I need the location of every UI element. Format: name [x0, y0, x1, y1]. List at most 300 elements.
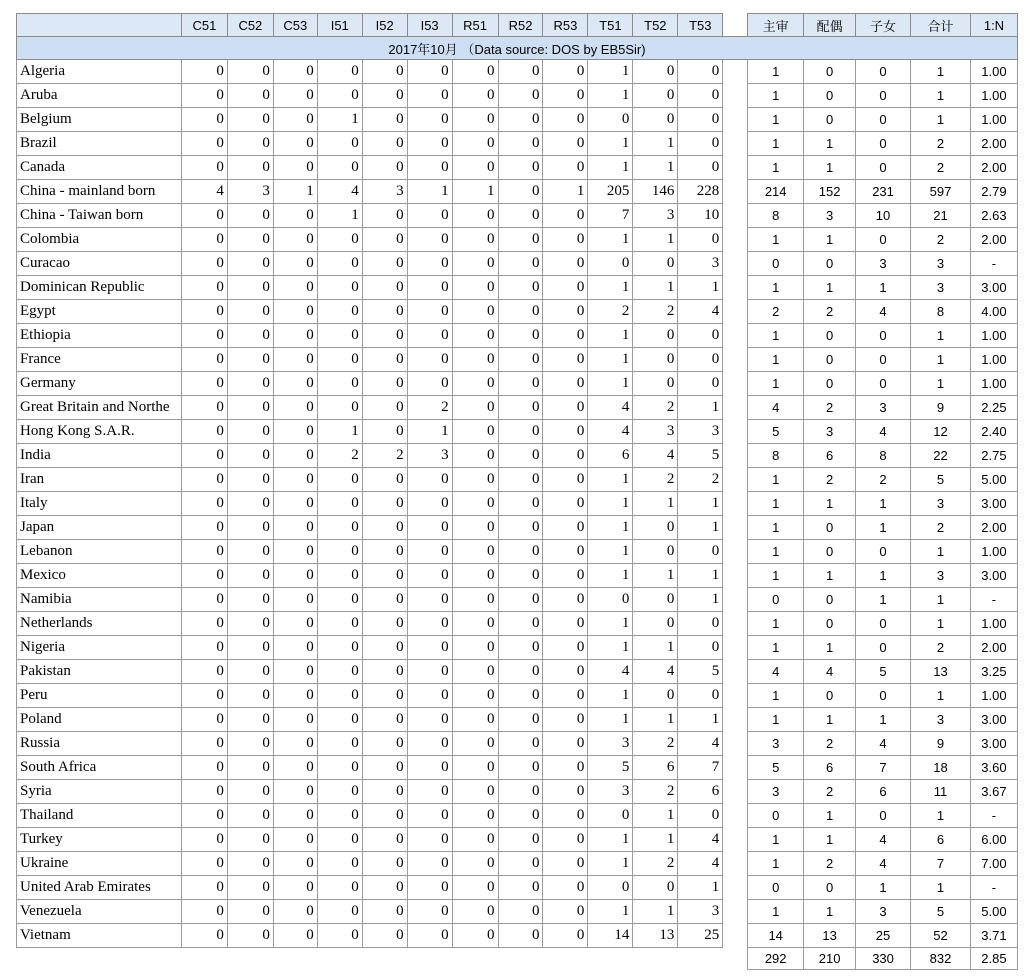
totals-row: [17, 948, 1018, 970]
summary-cell: 9: [911, 732, 971, 756]
total-cell: 210: [804, 948, 856, 970]
visa-count-cell: 0: [407, 108, 452, 132]
visa-count-cell: 5: [678, 444, 723, 468]
visa-count-cell: 1: [317, 204, 362, 228]
summary-cell: 1: [911, 324, 971, 348]
summary-cell: 1: [911, 684, 971, 708]
visa-count-cell: 1: [678, 276, 723, 300]
visa-count-cell: 0: [227, 84, 273, 108]
country-name: Great Britain and Northe: [17, 396, 182, 420]
visa-count-cell: 0: [407, 852, 452, 876]
visa-count-cell: 0: [633, 588, 678, 612]
spacer-cell: [723, 876, 748, 900]
spacer-cell: [723, 564, 748, 588]
summary-cell: 2.00: [970, 636, 1017, 660]
visa-count-cell: 0: [452, 204, 498, 228]
visa-count-cell: 0: [227, 228, 273, 252]
table-row: [17, 372, 1018, 396]
country-name: Hong Kong S.A.R.: [17, 420, 182, 444]
visa-count-cell: 0: [633, 348, 678, 372]
visa-count-cell: 0: [543, 612, 588, 636]
visa-count-cell: 0: [407, 516, 452, 540]
visa-count-cell: 0: [633, 612, 678, 636]
visa-count-cell: 0: [362, 756, 407, 780]
visa-count-cell: 0: [407, 612, 452, 636]
summary-cell: 21: [911, 204, 971, 228]
country-name: Algeria: [17, 60, 182, 84]
summary-cell: 3.25: [970, 660, 1017, 684]
summary-cell: 3: [804, 204, 856, 228]
visa-count-cell: 3: [588, 732, 633, 756]
total-cell: 330: [856, 948, 911, 970]
visa-count-cell: 0: [273, 876, 317, 900]
visa-count-cell: 5: [678, 660, 723, 684]
summary-cell: 9: [911, 396, 971, 420]
column-header: C52: [227, 14, 273, 37]
visa-count-cell: 0: [227, 612, 273, 636]
visa-count-cell: 0: [543, 780, 588, 804]
visa-count-cell: 0: [633, 516, 678, 540]
visa-count-cell: 0: [452, 420, 498, 444]
visa-count-cell: 1: [588, 684, 633, 708]
visa-count-cell: 0: [678, 804, 723, 828]
column-header: C53: [273, 14, 317, 37]
visa-count-cell: 0: [362, 396, 407, 420]
summary-cell: 0: [856, 60, 911, 84]
summary-cell: 1: [748, 348, 804, 372]
summary-cell: 5.00: [970, 468, 1017, 492]
visa-count-cell: 6: [678, 780, 723, 804]
visa-count-cell: 0: [543, 900, 588, 924]
visa-count-cell: 0: [362, 900, 407, 924]
summary-cell: 12: [911, 420, 971, 444]
visa-count-cell: 0: [362, 708, 407, 732]
visa-count-cell: 0: [273, 588, 317, 612]
visa-count-cell: 1: [678, 516, 723, 540]
visa-count-cell: 1: [407, 420, 452, 444]
summary-cell: 0: [748, 588, 804, 612]
summary-cell: 1: [856, 516, 911, 540]
country-name: Namibia: [17, 588, 182, 612]
visa-count-cell: 0: [362, 540, 407, 564]
corner-cell: [17, 14, 182, 37]
visa-count-cell: 1: [633, 156, 678, 180]
country-name: Thailand: [17, 804, 182, 828]
visa-count-cell: 0: [498, 516, 543, 540]
visa-count-cell: 0: [317, 732, 362, 756]
summary-cell: 3.00: [970, 564, 1017, 588]
visa-count-cell: 1: [633, 564, 678, 588]
visa-count-cell: 1: [317, 420, 362, 444]
visa-count-cell: 0: [452, 84, 498, 108]
spacer-cell: [723, 804, 748, 828]
visa-count-cell: 2: [633, 396, 678, 420]
country-name: Lebanon: [17, 540, 182, 564]
spacer-cell: [723, 252, 748, 276]
visa-count-cell: 0: [317, 132, 362, 156]
visa-count-cell: 0: [317, 684, 362, 708]
country-name: India: [17, 444, 182, 468]
visa-count-cell: 0: [407, 468, 452, 492]
visa-count-cell: 0: [181, 540, 227, 564]
visa-count-cell: 0: [181, 60, 227, 84]
summary-cell: 0: [856, 372, 911, 396]
visa-count-cell: 0: [498, 900, 543, 924]
visa-count-cell: 4: [678, 300, 723, 324]
table-row: [17, 708, 1018, 732]
spacer-cell: [723, 420, 748, 444]
visa-count-cell: 0: [317, 876, 362, 900]
summary-cell: 2: [856, 468, 911, 492]
summary-cell: 1: [856, 708, 911, 732]
total-cell: 2.85: [970, 948, 1017, 970]
visa-count-cell: 0: [452, 372, 498, 396]
summary-cell: 1: [748, 372, 804, 396]
column-header: 配偶: [804, 14, 856, 37]
visa-count-cell: 1: [588, 228, 633, 252]
summary-cell: 1: [804, 564, 856, 588]
visa-count-cell: 0: [181, 804, 227, 828]
summary-cell: 1: [911, 60, 971, 84]
visa-count-cell: 0: [498, 396, 543, 420]
summary-cell: 2: [911, 636, 971, 660]
visa-count-cell: 0: [543, 228, 588, 252]
visa-count-cell: 0: [273, 636, 317, 660]
visa-count-cell: 0: [407, 684, 452, 708]
visa-count-cell: 0: [588, 804, 633, 828]
summary-cell: 214: [748, 180, 804, 204]
visa-count-cell: 0: [273, 252, 317, 276]
visa-count-cell: 0: [452, 756, 498, 780]
table-row: [17, 492, 1018, 516]
visa-count-cell: 0: [181, 132, 227, 156]
country-name: Poland: [17, 708, 182, 732]
visa-count-cell: 0: [227, 732, 273, 756]
summary-cell: 2: [911, 132, 971, 156]
visa-count-cell: 0: [227, 276, 273, 300]
visa-count-cell: 0: [181, 708, 227, 732]
visa-count-cell: 1: [588, 324, 633, 348]
summary-cell: 1: [804, 228, 856, 252]
visa-count-cell: 0: [452, 588, 498, 612]
summary-cell: 4: [856, 732, 911, 756]
summary-cell: 1.00: [970, 348, 1017, 372]
visa-count-cell: 0: [227, 204, 273, 228]
visa-count-cell: 0: [452, 396, 498, 420]
spacer-cell: [723, 276, 748, 300]
visa-count-cell: 0: [273, 204, 317, 228]
visa-count-cell: 5: [588, 756, 633, 780]
visa-count-cell: 1: [588, 468, 633, 492]
summary-cell: 1: [911, 876, 971, 900]
visa-count-cell: 0: [362, 852, 407, 876]
summary-cell: -: [970, 588, 1017, 612]
summary-cell: 0: [856, 156, 911, 180]
visa-count-cell: 0: [633, 876, 678, 900]
summary-cell: 1: [804, 156, 856, 180]
visa-count-cell: 1: [633, 228, 678, 252]
visa-count-cell: 0: [273, 780, 317, 804]
visa-count-cell: 0: [273, 228, 317, 252]
visa-count-cell: 1: [633, 492, 678, 516]
visa-count-cell: 0: [498, 612, 543, 636]
summary-cell: 1: [856, 276, 911, 300]
visa-count-cell: 0: [678, 228, 723, 252]
visa-count-cell: 0: [181, 420, 227, 444]
table-row: [17, 276, 1018, 300]
country-name: Canada: [17, 156, 182, 180]
summary-cell: 2.25: [970, 396, 1017, 420]
summary-cell: 3: [856, 900, 911, 924]
summary-cell: 3: [804, 420, 856, 444]
visa-count-cell: 0: [227, 156, 273, 180]
data-grid: [16, 13, 1018, 970]
visa-count-cell: 0: [273, 276, 317, 300]
visa-count-cell: 1: [452, 180, 498, 204]
header-row: [17, 14, 1018, 37]
visa-count-cell: 0: [362, 276, 407, 300]
summary-cell: 1: [748, 84, 804, 108]
summary-cell: 1: [911, 612, 971, 636]
visa-count-cell: 3: [588, 780, 633, 804]
summary-cell: 3: [911, 492, 971, 516]
summary-cell: 0: [856, 84, 911, 108]
summary-cell: 1: [748, 156, 804, 180]
visa-count-cell: 0: [543, 924, 588, 948]
table-row: [17, 540, 1018, 564]
summary-cell: 5: [911, 468, 971, 492]
column-header: R53: [543, 14, 588, 37]
summary-cell: 25: [856, 924, 911, 948]
visa-count-cell: 0: [452, 780, 498, 804]
summary-cell: 231: [856, 180, 911, 204]
visa-count-cell: 0: [678, 132, 723, 156]
visa-count-cell: 1: [588, 612, 633, 636]
visa-count-cell: 0: [227, 396, 273, 420]
visa-count-cell: 0: [678, 372, 723, 396]
visa-count-cell: 0: [678, 156, 723, 180]
spacer-cell: [723, 684, 748, 708]
visa-count-cell: 0: [407, 636, 452, 660]
visa-count-cell: 0: [407, 60, 452, 84]
visa-count-cell: 0: [362, 828, 407, 852]
visa-count-cell: 1: [678, 708, 723, 732]
visa-count-cell: 0: [543, 564, 588, 588]
visa-count-cell: 2: [407, 396, 452, 420]
spacer-cell: [723, 540, 748, 564]
visa-count-cell: 0: [452, 732, 498, 756]
eb5-visa-table: [16, 13, 1018, 970]
visa-count-cell: 0: [498, 468, 543, 492]
visa-count-cell: 228: [678, 180, 723, 204]
visa-count-cell: 0: [407, 924, 452, 948]
visa-count-cell: 2: [633, 468, 678, 492]
summary-cell: 152: [804, 180, 856, 204]
column-header: T53: [678, 14, 723, 37]
visa-count-cell: 0: [181, 852, 227, 876]
visa-count-cell: 4: [588, 660, 633, 684]
subtitle-row: [17, 37, 1018, 60]
visa-count-cell: 0: [633, 60, 678, 84]
table-row: [17, 396, 1018, 420]
visa-count-cell: 0: [452, 132, 498, 156]
visa-count-cell: 3: [633, 204, 678, 228]
visa-count-cell: 0: [407, 156, 452, 180]
country-name: South Africa: [17, 756, 182, 780]
visa-count-cell: 0: [498, 156, 543, 180]
visa-count-cell: 0: [498, 420, 543, 444]
visa-count-cell: 0: [362, 108, 407, 132]
visa-count-cell: 25: [678, 924, 723, 948]
visa-count-cell: 0: [181, 492, 227, 516]
summary-cell: 1: [748, 564, 804, 588]
visa-count-cell: 0: [543, 84, 588, 108]
visa-count-cell: 0: [317, 372, 362, 396]
visa-count-cell: 0: [543, 252, 588, 276]
visa-count-cell: 0: [317, 60, 362, 84]
visa-count-cell: 0: [407, 132, 452, 156]
summary-cell: -: [970, 252, 1017, 276]
visa-count-cell: 0: [227, 852, 273, 876]
visa-count-cell: 0: [498, 108, 543, 132]
table-row: [17, 876, 1018, 900]
summary-cell: 1: [748, 276, 804, 300]
visa-count-cell: 0: [633, 684, 678, 708]
summary-cell: 8: [748, 204, 804, 228]
summary-cell: 0: [856, 612, 911, 636]
summary-cell: 2.79: [970, 180, 1017, 204]
visa-count-cell: 10: [678, 204, 723, 228]
visa-count-cell: 0: [543, 156, 588, 180]
summary-cell: 6: [804, 444, 856, 468]
visa-count-cell: 0: [227, 108, 273, 132]
visa-count-cell: 0: [407, 492, 452, 516]
visa-count-cell: 0: [407, 804, 452, 828]
summary-cell: 0: [804, 348, 856, 372]
visa-count-cell: 0: [543, 372, 588, 396]
visa-count-cell: 0: [273, 732, 317, 756]
visa-count-cell: 0: [227, 684, 273, 708]
summary-cell: 1: [804, 828, 856, 852]
table-row: [17, 636, 1018, 660]
summary-cell: 5: [856, 660, 911, 684]
visa-count-cell: 0: [317, 516, 362, 540]
summary-cell: 18: [911, 756, 971, 780]
summary-cell: 0: [804, 84, 856, 108]
visa-count-cell: 1: [588, 516, 633, 540]
spacer-cell: [723, 780, 748, 804]
table-row: [17, 828, 1018, 852]
visa-count-cell: 0: [407, 348, 452, 372]
summary-cell: 6: [856, 780, 911, 804]
summary-cell: 1: [748, 684, 804, 708]
summary-cell: 2.00: [970, 228, 1017, 252]
visa-count-cell: 0: [407, 732, 452, 756]
visa-count-cell: 0: [543, 804, 588, 828]
summary-cell: 0: [804, 612, 856, 636]
country-name: Russia: [17, 732, 182, 756]
country-name: Aruba: [17, 84, 182, 108]
country-name: Ukraine: [17, 852, 182, 876]
table-subtitle: 2017年10月 （Data source: DOS by EB5Sir): [17, 37, 1018, 60]
table-row: [17, 252, 1018, 276]
visa-count-cell: 0: [407, 300, 452, 324]
table-row: [17, 564, 1018, 588]
spacer-cell: [723, 612, 748, 636]
table-row: [17, 228, 1018, 252]
visa-count-cell: 0: [273, 396, 317, 420]
visa-count-cell: 0: [317, 780, 362, 804]
summary-cell: 0: [804, 588, 856, 612]
visa-count-cell: 1: [273, 180, 317, 204]
visa-count-cell: 0: [181, 684, 227, 708]
visa-count-cell: 2: [317, 444, 362, 468]
visa-count-cell: 0: [181, 156, 227, 180]
visa-count-cell: 0: [498, 852, 543, 876]
spacer-cell: [723, 660, 748, 684]
visa-count-cell: 0: [227, 660, 273, 684]
visa-count-cell: 3: [678, 900, 723, 924]
visa-count-cell: 6: [633, 756, 678, 780]
visa-count-cell: 0: [452, 540, 498, 564]
spacer-cell: [723, 372, 748, 396]
visa-count-cell: 0: [181, 588, 227, 612]
table-row: [17, 612, 1018, 636]
summary-cell: 13: [911, 660, 971, 684]
visa-count-cell: 0: [452, 108, 498, 132]
visa-count-cell: 0: [362, 252, 407, 276]
summary-cell: 14: [748, 924, 804, 948]
summary-cell: 6: [911, 828, 971, 852]
visa-count-cell: 1: [588, 900, 633, 924]
visa-count-cell: 0: [452, 468, 498, 492]
visa-count-cell: 0: [678, 84, 723, 108]
visa-count-cell: 0: [678, 348, 723, 372]
spacer-cell: [723, 14, 748, 37]
visa-count-cell: 0: [362, 372, 407, 396]
visa-count-cell: 0: [273, 60, 317, 84]
visa-count-cell: 0: [317, 612, 362, 636]
column-header: I52: [362, 14, 407, 37]
visa-count-cell: 0: [498, 492, 543, 516]
visa-count-cell: 0: [273, 828, 317, 852]
visa-count-cell: 0: [543, 204, 588, 228]
visa-count-cell: 0: [362, 804, 407, 828]
summary-cell: 1: [856, 564, 911, 588]
visa-count-cell: 0: [678, 540, 723, 564]
visa-count-cell: 0: [181, 924, 227, 948]
visa-count-cell: 6: [588, 444, 633, 468]
table-row: [17, 660, 1018, 684]
summary-cell: 3: [911, 708, 971, 732]
summary-cell: 1.00: [970, 60, 1017, 84]
summary-cell: 0: [804, 60, 856, 84]
summary-cell: 3: [856, 396, 911, 420]
country-name: Venezuela: [17, 900, 182, 924]
summary-cell: 1.00: [970, 540, 1017, 564]
summary-cell: 4: [856, 828, 911, 852]
table-row: [17, 156, 1018, 180]
visa-count-cell: 0: [273, 900, 317, 924]
visa-count-cell: 0: [227, 708, 273, 732]
table-row: [17, 180, 1018, 204]
visa-count-cell: 0: [543, 420, 588, 444]
visa-count-cell: 0: [588, 876, 633, 900]
spacer-cell: [723, 900, 748, 924]
visa-count-cell: 1: [407, 180, 452, 204]
visa-count-cell: 7: [588, 204, 633, 228]
visa-count-cell: 0: [227, 588, 273, 612]
